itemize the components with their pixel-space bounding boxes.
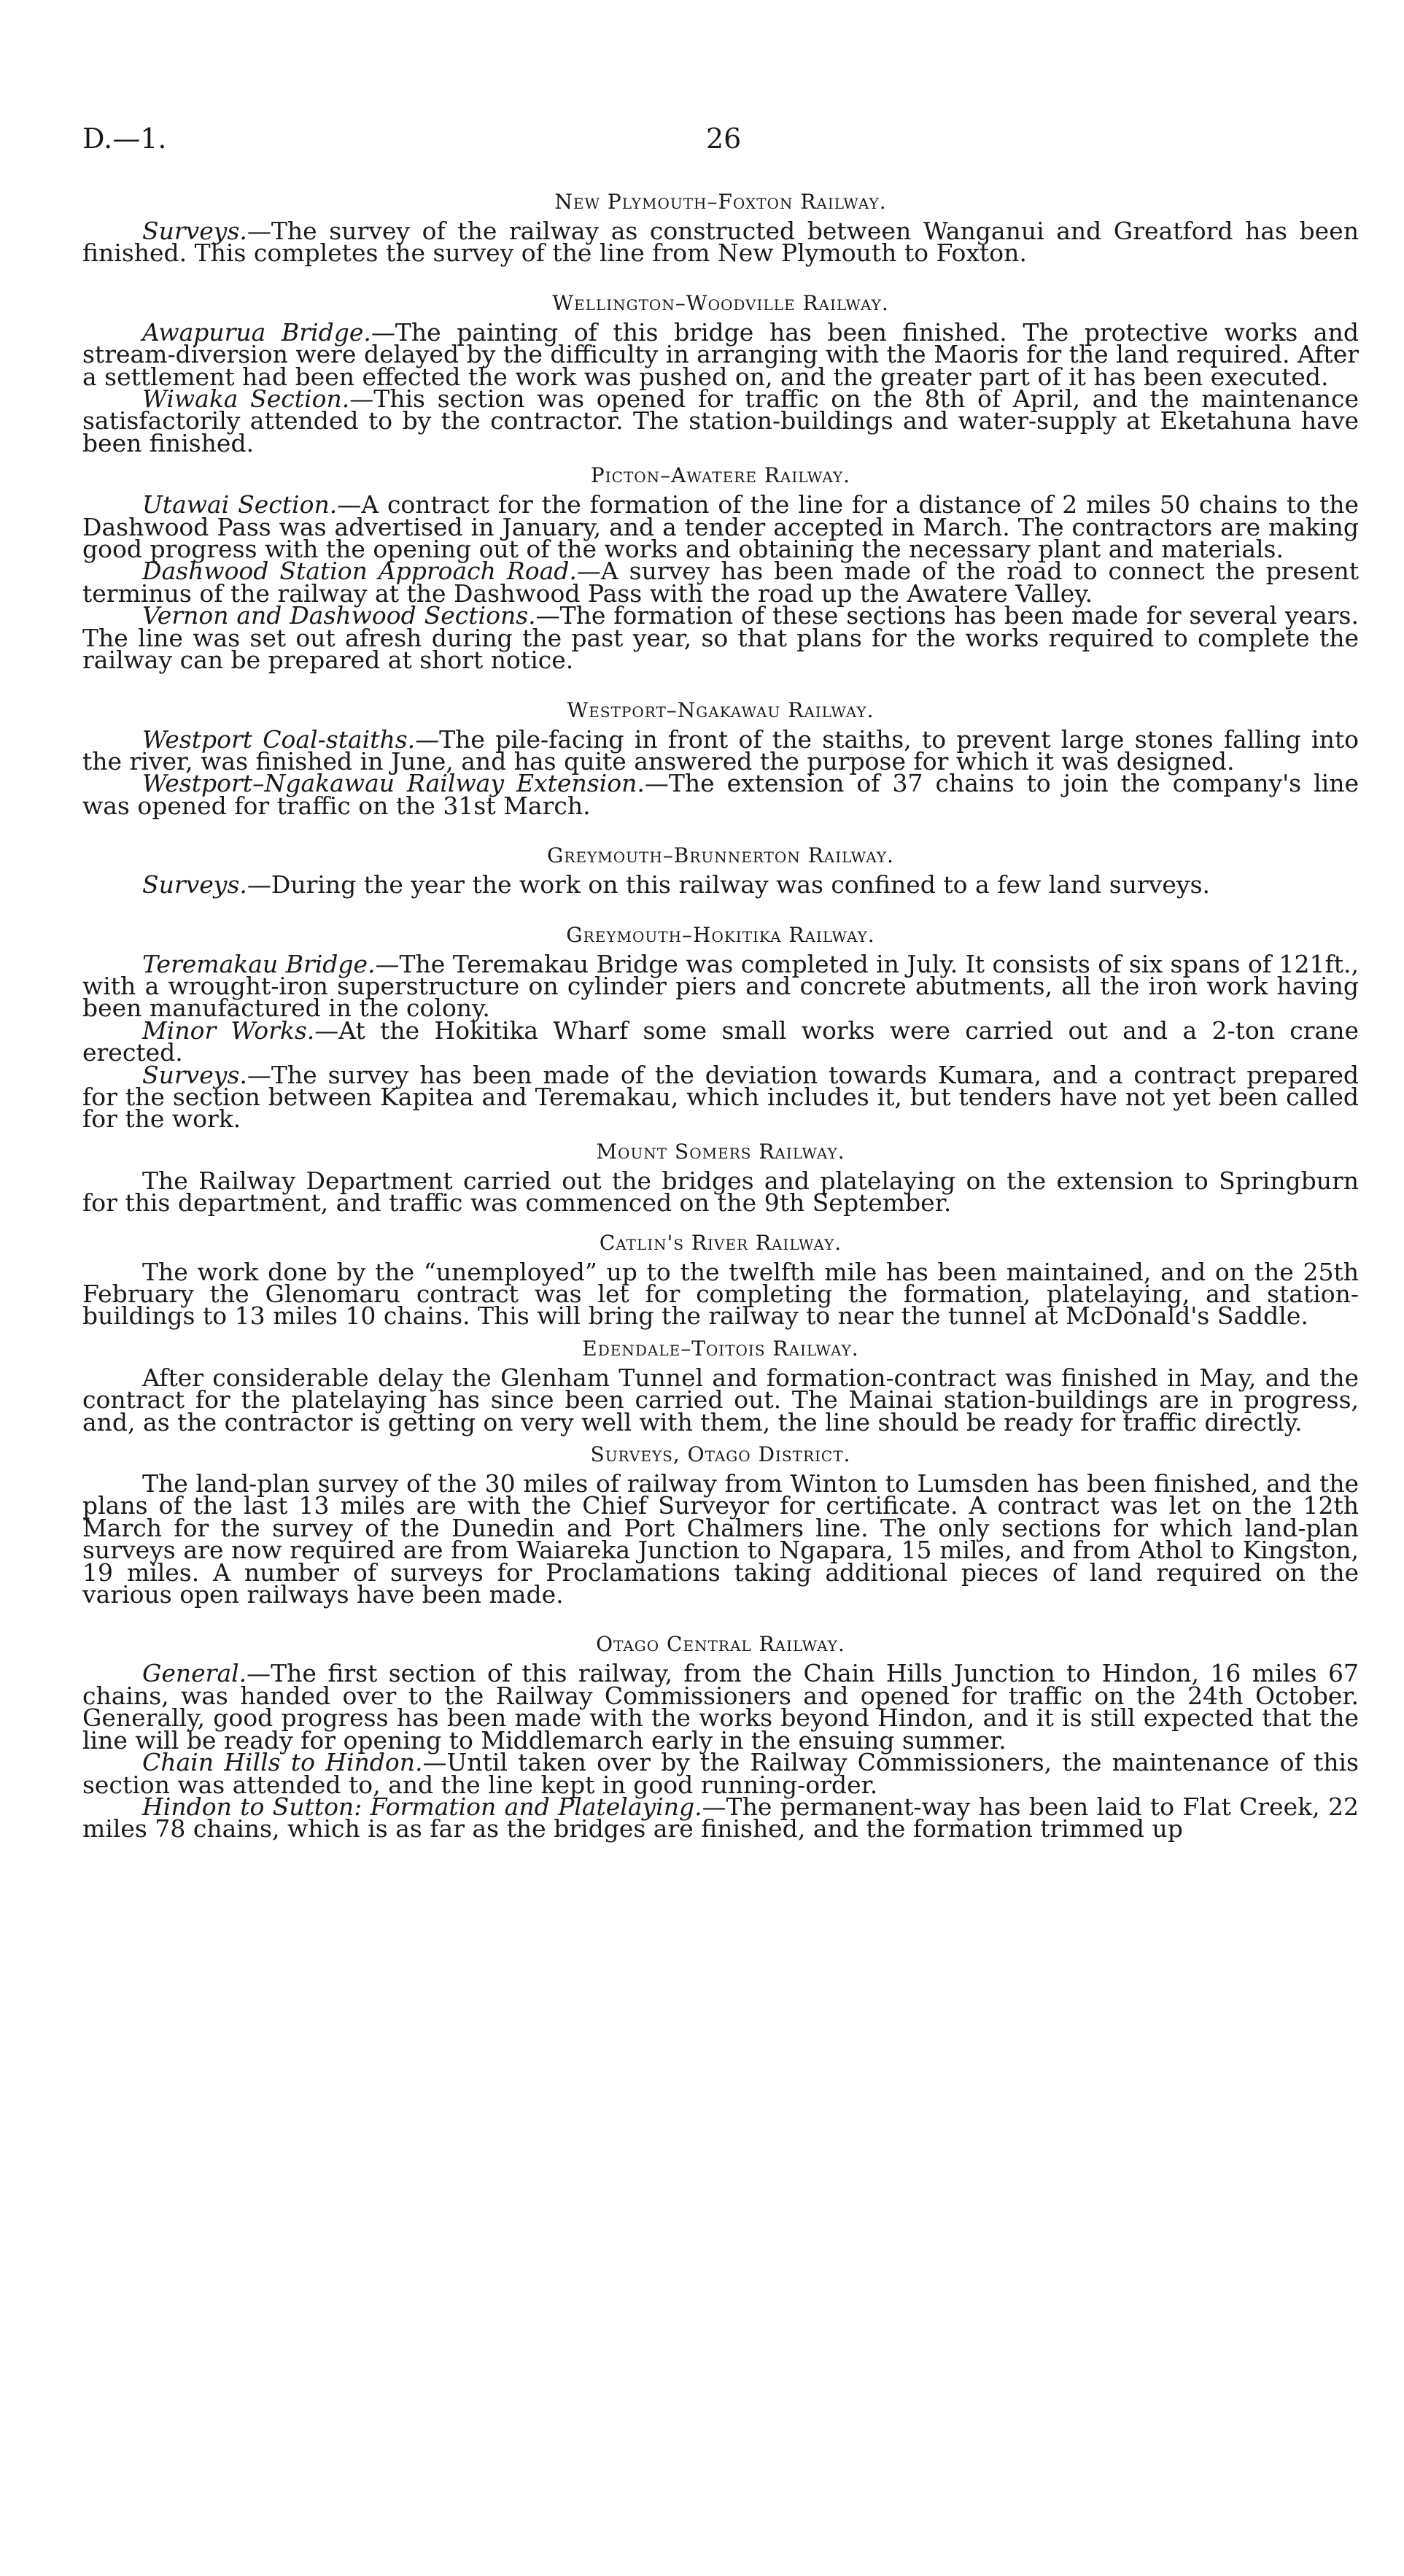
paragraph-lead: Awapurua Bridge. (142, 317, 371, 347)
section-heading: Greymouth–Hokitika Railway. (566, 922, 875, 947)
paragraph-text: —A contract for the formation of the line for a distance of 2 miles 50 chains to the Dashwood Pass was advertised in January, and a tender accepted in March. The contractors are making good progress with the opening out of the works and obtaining the necessary plant and materials. (82, 490, 1359, 564)
paragraph-lead: General. (142, 1659, 247, 1688)
paragraph-text: —A survey has been made of the road to connect the present terminus of the railway at the Dashwood Pass with the road up the Awatere Valley. (82, 557, 1359, 608)
paragraph-lead: Surveys. (142, 1060, 247, 1089)
paragraph-text: —The survey of the railway as constructed between Wanganui and Greatford has been finished. This completes the survey of the line from New Plymouth to Foxton. (82, 217, 1359, 268)
section-heading: Surveys, Otago District. (590, 1442, 851, 1467)
section-wellington-woodville (82, 290, 1359, 457)
section-heading: Mount Somers Railway. (596, 1139, 845, 1164)
section-heading: Catlin's River Railway. (599, 1230, 842, 1255)
section-otago-central (82, 1632, 1359, 1844)
paragraph-text: The land-plan survey of the 30 miles of railway from Winton to Lumsden has been finished, and the plans of the last 13 miles are with the Chief Surveyor for certificate. A contract was let on the 12th March for the survey of the Dunedin and Port Chalmers line. The only sections for which land-plan surveys are now required are from Waiareka Junction to Ngapara, 15 miles, and from Athol to Kingston, 19 miles. A number of surveys for Proclamations taking additional pieces of land required on the various open railways have been made. (82, 1469, 1359, 1609)
paragraph-text: The Railway Department carried out the bridges and platelaying on the extension to Springburn for this department, and traffic was commenced on the 9th September. (82, 1166, 1359, 1218)
paragraph-text: —The pile-facing in front of the staiths, to prevent large stones falling into the river, was finished in June, and has quite answered the purpose for which it was designed. (82, 724, 1359, 775)
section-heading: Picton–Awatere Railway. (590, 463, 851, 488)
paragraph (82, 557, 1359, 608)
section-surveys-otago (82, 1442, 1359, 1609)
paragraph-lead: Vernon and Dashwood Sections. (142, 601, 536, 630)
section-catlins-river (82, 1230, 1359, 1331)
paragraph-text: —The painting of this bridge has been finished. The protective works and stream-diversion were delayed by the difficulty in arranging with the Maoris for the land required. After a settlement had been effected the work was pushed on, and the greater part of it has been executed. (82, 317, 1359, 391)
paragraph (82, 769, 1359, 820)
section-heading: Otago Central Railway. (596, 1632, 845, 1657)
section-westport-ngakawau (82, 697, 1359, 820)
paragraph-lead: Dashwood Station Approach Road. (142, 557, 577, 586)
paragraph (82, 1060, 1359, 1134)
paragraph (82, 490, 1359, 564)
section-new-plymouth-foxton (82, 190, 1359, 268)
section-heading: Westport–Ngakawau Railway. (567, 697, 874, 722)
document-id: D.—1. (82, 123, 167, 155)
paragraph-text: The work done by the “unemployed” up to the twelfth mile has been maintained, and on the 25th February the Glenomaru contract was let for completing the formation, platelaying, and station-buildings to 13 miles 10 chains. This will bring the railway to near the tunnel at McDonald's Saddle. (82, 1257, 1359, 1331)
paragraph-lead: Westport Coal-staiths. (142, 724, 416, 754)
paragraph-lead: Surveys. (142, 217, 247, 245)
page-body (82, 190, 1359, 1844)
paragraph (82, 870, 1359, 900)
paragraph-text: —Until taken over by the Railway Commissioners, the maintenance of this section was attended to, and the line kept in good running-order. (82, 1748, 1359, 1799)
paragraph-lead: Utawai Section. (142, 490, 338, 519)
paragraph-text: —The survey has been made of the deviation towards Kumara, and a contract prepared for the section between Kapitea and Teremakau, which includes it, but tenders have not yet been called for the work. (82, 1060, 1359, 1134)
paragraph (82, 1166, 1359, 1218)
paragraph-lead: Surveys. (142, 870, 247, 900)
paragraph-text: —The first section of this railway, from the Chain Hills Junction to Hindon, 16 miles 67 chains, was handed over to the Railway Commissioners and opened for traffic on the 24th October. Generally, good progress has been made with the works beyond Hindon, and it is still expected that the line will be ready for opening to Middlemarch early in the ensuing summer. (82, 1659, 1359, 1755)
paragraph-text: —The Teremakau Bridge was completed in July. It consists of six spans of 121ft., with a wrought-iron superstructure on cylinder piers and concrete abutments, all the iron work having been manufactured in the colony. (82, 949, 1359, 1023)
paragraph (82, 1016, 1359, 1067)
paragraph (82, 384, 1359, 457)
paragraph (82, 217, 1359, 268)
paragraph (82, 601, 1359, 675)
paragraph-text: —The formation of these sections has been made for several years. The line was set out afresh during the past year, so that plans for the works required to complete the railway can be prepared at short notice. (82, 601, 1359, 675)
paragraph-text: —During the year the work on this railway was confined to a few land surveys. (247, 870, 1210, 900)
paragraph (82, 1469, 1359, 1609)
paragraph (82, 724, 1359, 775)
paragraph (82, 1363, 1359, 1436)
page-header (82, 117, 1359, 160)
paragraph-lead: Hindon to Sutton: Formation and Platelaying. (142, 1792, 702, 1821)
section-heading: Edendale–Toitois Railway. (582, 1336, 859, 1361)
section-picton-awatere (82, 463, 1359, 675)
page-number: 26 (706, 123, 742, 155)
paragraph-lead: Minor Works. (142, 1016, 315, 1045)
paragraph (82, 1257, 1359, 1331)
paragraph (82, 1792, 1359, 1844)
paragraph-text: —The extension of 37 chains to join the company's line was opened for traffic on the 31st March. (82, 769, 1359, 820)
section-heading: New Plymouth–Foxton Railway. (554, 190, 887, 214)
section-greymouth-hokitika (82, 922, 1359, 1134)
paragraph-lead: Westport–Ngakawau Railway Extension. (142, 769, 645, 798)
paragraph-text: —The permanent-way has been laid to Flat Creek, 22 miles 78 chains, which is as far as the bridges are finished, and the formation trimmed up (82, 1792, 1359, 1844)
paragraph (82, 949, 1359, 1023)
paragraph (82, 1748, 1359, 1799)
paragraph-lead: Teremakau Bridge. (142, 949, 376, 978)
paragraph-text: After considerable delay the Glenham Tunnel and formation-contract was finished in May, and the contract for the platelaying has since been carried out. The Mainai station-buildings are in progress, and, as the contractor is getting on very well with them, the line should be ready for traffic directly. (82, 1363, 1359, 1436)
paragraph-text: —This section was opened for traffic on the 8th of April, and the maintenance satisfactorily attended to by the contractor. The station-buildings and water-supply at Eketahuna have been finished. (82, 384, 1359, 457)
section-greymouth-brunnerton (82, 843, 1359, 900)
section-heading: Greymouth–Brunnerton Railway. (547, 843, 894, 868)
paragraph-lead: Chain Hills to Hindon. (142, 1748, 423, 1777)
section-edendale-toitois (82, 1338, 1359, 1434)
paragraph-lead: Wiwaka Section. (142, 384, 350, 414)
section-mount-somers (82, 1139, 1359, 1218)
paragraph-text: —At the Hokitika Wharf some small works were carried out and a 2-ton crane erected. (82, 1016, 1359, 1067)
paragraph (82, 317, 1359, 391)
section-heading: Wellington–Woodville Railway. (552, 290, 889, 315)
paragraph (82, 1659, 1359, 1755)
